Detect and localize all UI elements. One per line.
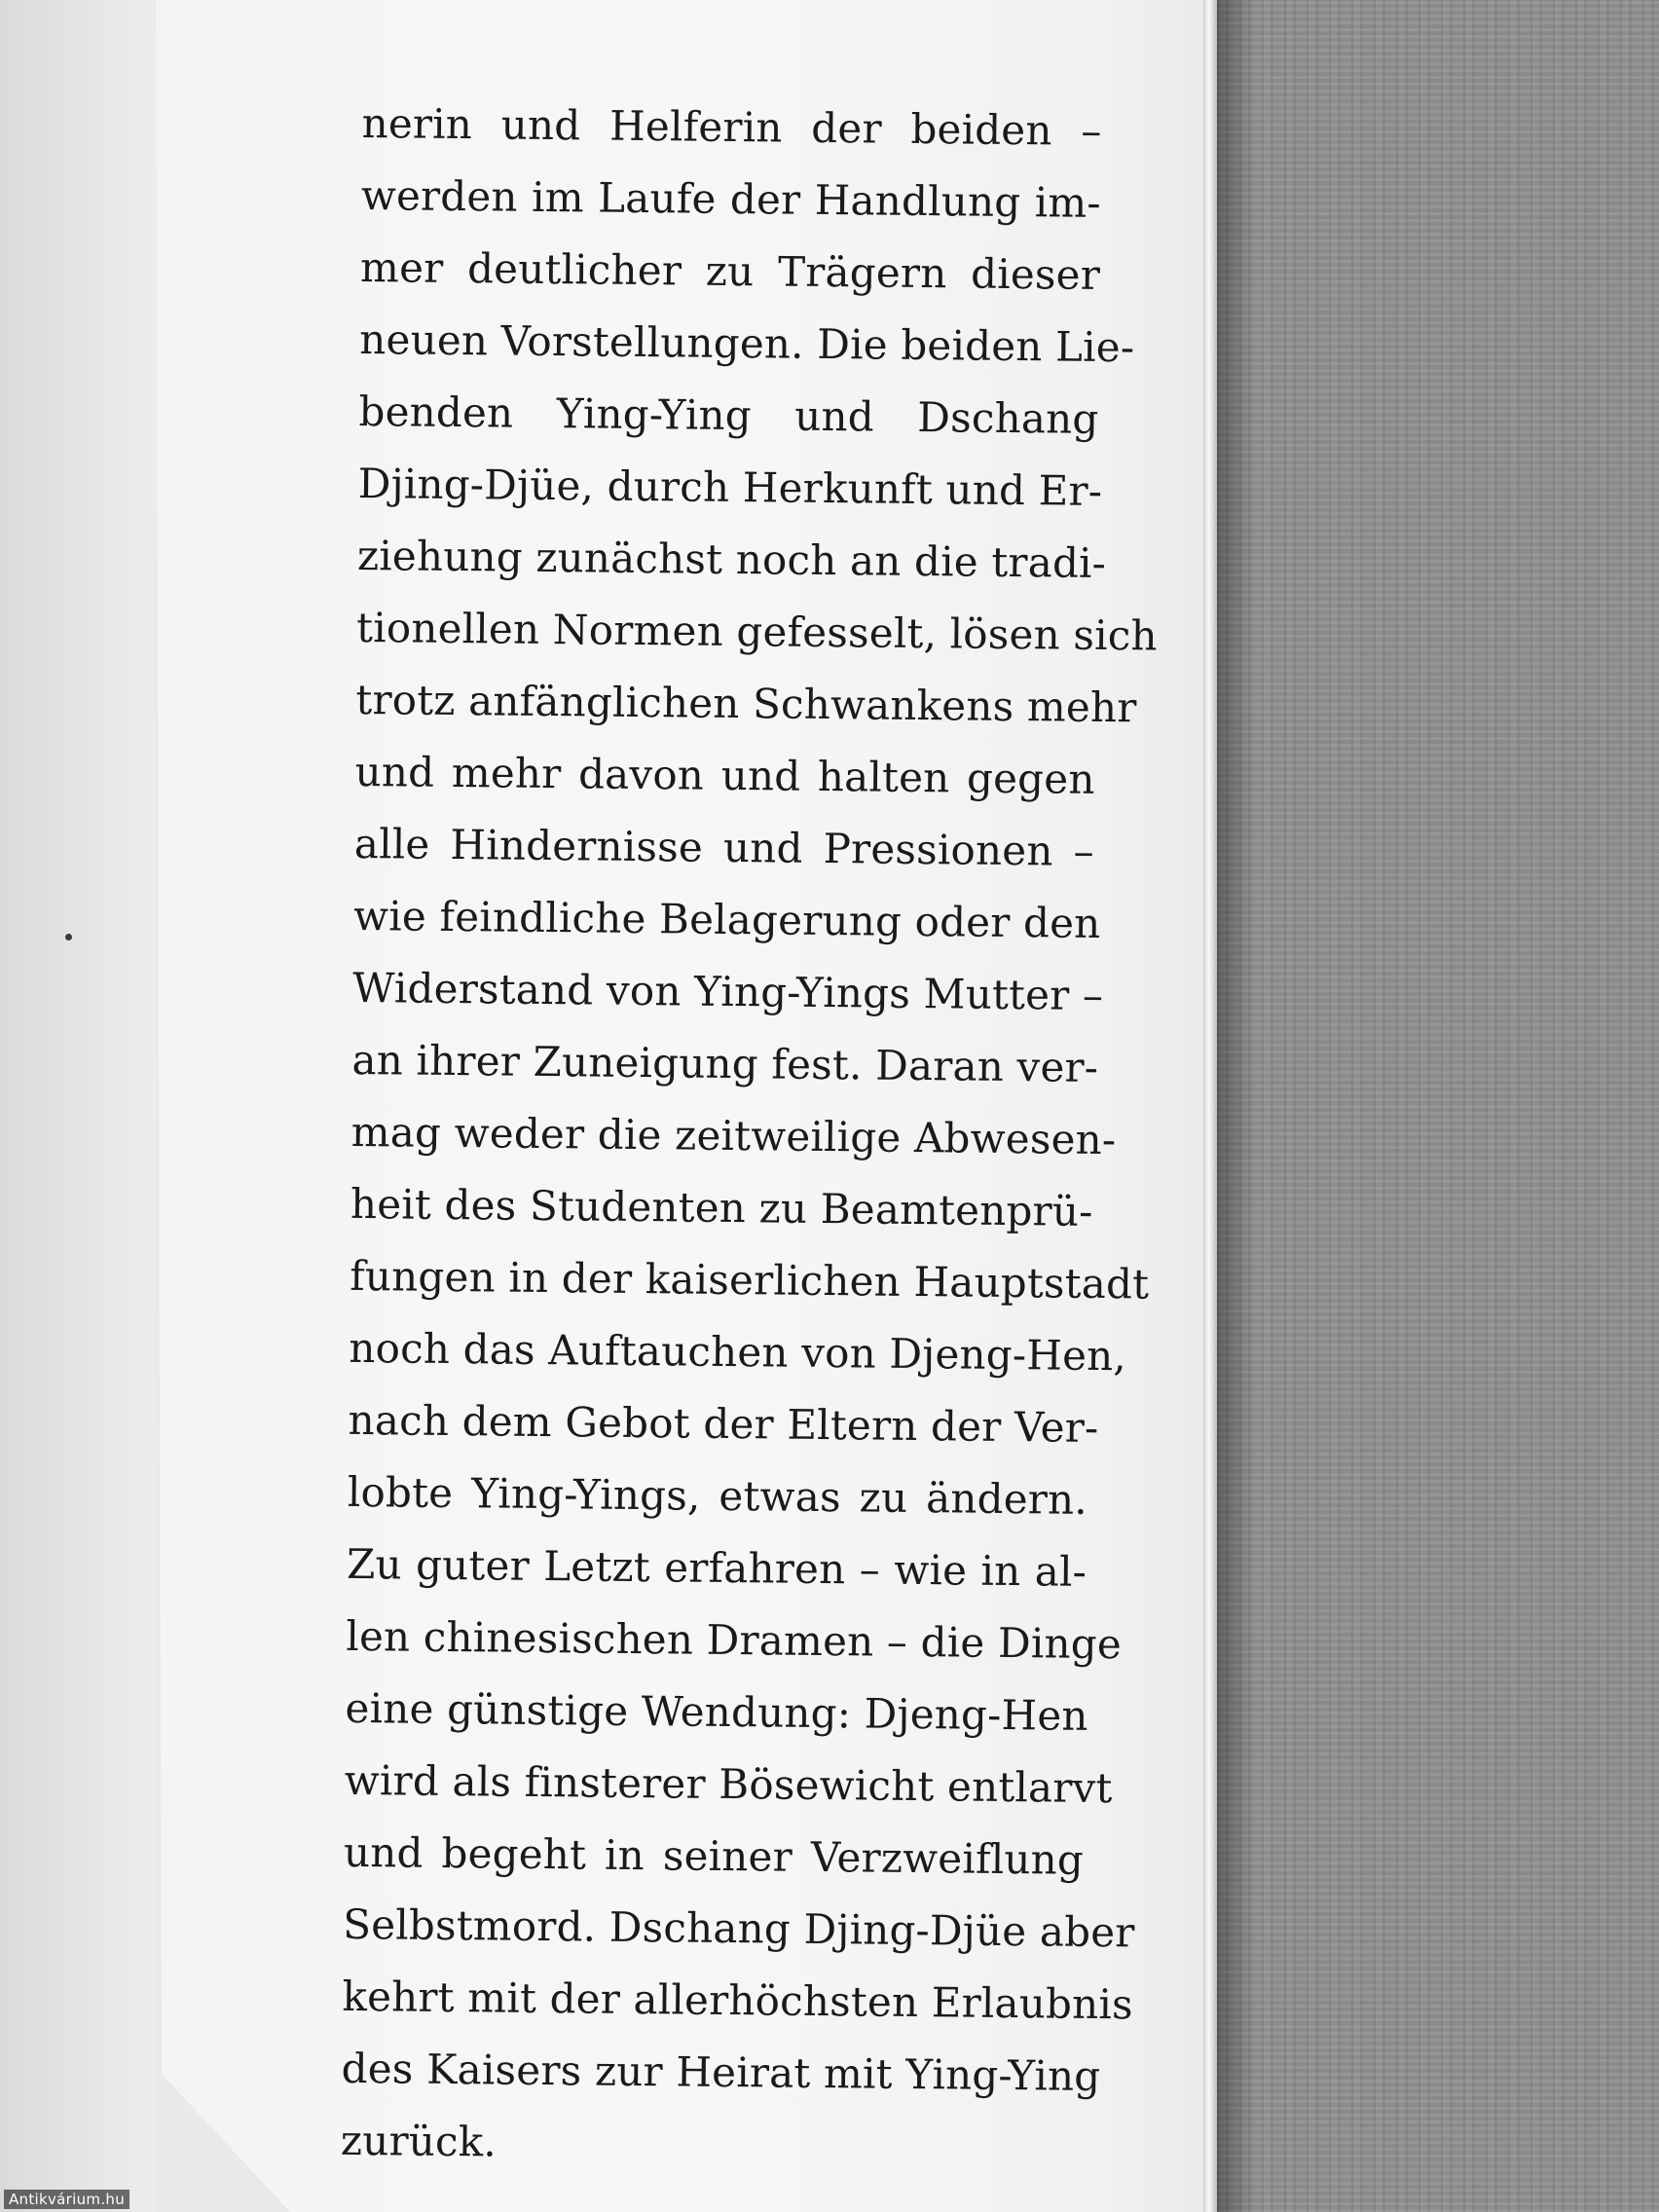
text-line: fungen in der kaiserlichen Hauptstadt bbox=[349, 1251, 1150, 1309]
text-line: nerin und Helferin der beiden – bbox=[361, 98, 1102, 155]
text-line: wie feindliche Belagerung oder den bbox=[352, 891, 1101, 947]
text-line: an ihrer Zuneigung fest. Daran ver- bbox=[351, 1035, 1099, 1091]
text-line: zurück. bbox=[340, 2116, 498, 2166]
text-line: neuen Vorstellungen. Die beiden Lie- bbox=[359, 314, 1135, 372]
flap-text bbox=[340, 88, 1159, 2185]
text-line: benden Ying-Ying und Dschang bbox=[358, 387, 1099, 443]
text-line: mer deutlicher zu Trägern dieser bbox=[359, 242, 1101, 299]
text-line: Djing-Djüe, durch Herkunft und Er- bbox=[357, 459, 1103, 515]
wood-shadow bbox=[1217, 0, 1256, 2212]
text-line: noch das Auftauchen von Djeng-Hen, bbox=[349, 1323, 1127, 1381]
text-line: Zu guter Letzt erfahren – wie in al- bbox=[346, 1539, 1088, 1596]
text-line: werden im Laufe der Handlung im- bbox=[360, 170, 1102, 227]
background-page bbox=[0, 0, 156, 2212]
text-line: len chinesischen Dramen – die Dinge bbox=[346, 1611, 1123, 1669]
text-line: Widerstand von Ying-Yings Mutter – bbox=[352, 963, 1104, 1020]
text-line: des Kaisers zur Heirat mit Ying-Ying bbox=[341, 2044, 1101, 2101]
text-line: und begeht in seiner Verzweiflung bbox=[343, 1827, 1085, 1884]
text-line: eine günstige Wendung: Djeng-Hen bbox=[345, 1683, 1088, 1740]
text-line: alle Hindernisse und Pressionen – bbox=[353, 819, 1095, 875]
text-line: und mehr davon und halten gegen bbox=[354, 747, 1095, 803]
text-line: heit des Studenten zu Beamtenprü- bbox=[350, 1179, 1093, 1235]
ink-dot bbox=[65, 934, 72, 940]
text-line: ziehung zunächst noch an die tradi- bbox=[356, 531, 1107, 588]
text-line: lobte Ying-Yings, etwas zu ändern. bbox=[347, 1467, 1088, 1524]
wood-surface bbox=[1217, 0, 1659, 2212]
text-line: nach dem Gebot der Eltern der Ver- bbox=[348, 1395, 1099, 1452]
text-line: kehrt mit der allerhöchsten Erlaubnis bbox=[342, 1972, 1134, 2029]
text-line: Selbstmord. Dschang Djing-Djüe aber bbox=[342, 1899, 1135, 1957]
text-line: mag weder die zeitweilige Abwesen- bbox=[350, 1107, 1117, 1164]
text-line: trotz anfänglichen Schwankens mehr bbox=[355, 675, 1137, 732]
text-line: wird als finsterer Bösewicht entlarvt bbox=[344, 1755, 1113, 1813]
text-line: tionellen Normen gefesselt, lösen sich bbox=[355, 603, 1159, 660]
flap-edge bbox=[1203, 0, 1217, 2212]
watermark: Antikvárium.hu bbox=[4, 2190, 129, 2209]
